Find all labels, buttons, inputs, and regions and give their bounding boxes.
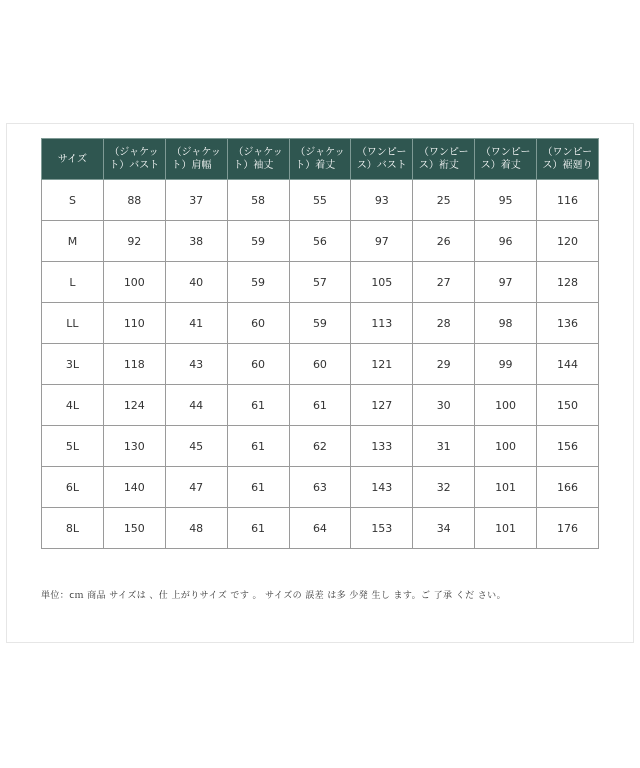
header-jacket-bust: （ジャケッ ト）バスト bbox=[103, 139, 165, 180]
measurement-cell: 93 bbox=[351, 180, 413, 221]
measurement-cell: 30 bbox=[413, 385, 475, 426]
measurement-cell: 43 bbox=[165, 344, 227, 385]
measurement-cell: 44 bbox=[165, 385, 227, 426]
measurement-cell: 144 bbox=[537, 344, 599, 385]
header-jacket-length: （ジャケッ ト）着丈 bbox=[289, 139, 351, 180]
measurement-cell: 58 bbox=[227, 180, 289, 221]
size-table bbox=[41, 138, 599, 549]
measurement-cell: 116 bbox=[537, 180, 599, 221]
measurement-cell: 120 bbox=[537, 221, 599, 262]
measurement-cell: 99 bbox=[475, 344, 537, 385]
measurement-cell: 100 bbox=[475, 385, 537, 426]
size-label-cell: S bbox=[42, 180, 104, 221]
measurement-cell: 37 bbox=[165, 180, 227, 221]
measurement-cell: 97 bbox=[351, 221, 413, 262]
measurement-cell: 48 bbox=[165, 508, 227, 549]
measurement-cell: 34 bbox=[413, 508, 475, 549]
size-label-cell: M bbox=[42, 221, 104, 262]
measurement-cell: 95 bbox=[475, 180, 537, 221]
measurement-cell: 124 bbox=[103, 385, 165, 426]
measurement-cell: 150 bbox=[537, 385, 599, 426]
measurement-cell: 61 bbox=[227, 426, 289, 467]
measurement-cell: 105 bbox=[351, 262, 413, 303]
measurement-cell: 100 bbox=[475, 426, 537, 467]
measurement-cell: 25 bbox=[413, 180, 475, 221]
header-jacket-sleeve: （ジャケッ ト）袖丈 bbox=[227, 139, 289, 180]
measurement-cell: 40 bbox=[165, 262, 227, 303]
measurement-cell: 133 bbox=[351, 426, 413, 467]
measurement-cell: 96 bbox=[475, 221, 537, 262]
measurement-cell: 41 bbox=[165, 303, 227, 344]
header-dress-yuki: （ワンピー ス）裄丈 bbox=[413, 139, 475, 180]
measurement-cell: 28 bbox=[413, 303, 475, 344]
measurement-cell: 64 bbox=[289, 508, 351, 549]
measurement-cell: 59 bbox=[289, 303, 351, 344]
header-size: サイズ bbox=[42, 139, 104, 180]
measurement-cell: 176 bbox=[537, 508, 599, 549]
measurement-cell: 27 bbox=[413, 262, 475, 303]
measurement-cell: 60 bbox=[289, 344, 351, 385]
header-dress-length: （ワンピー ス）着丈 bbox=[475, 139, 537, 180]
measurement-cell: 113 bbox=[351, 303, 413, 344]
measurement-cell: 153 bbox=[351, 508, 413, 549]
measurement-cell: 57 bbox=[289, 262, 351, 303]
measurement-cell: 101 bbox=[475, 467, 537, 508]
measurement-cell: 59 bbox=[227, 221, 289, 262]
measurement-cell: 31 bbox=[413, 426, 475, 467]
table-row bbox=[42, 221, 599, 262]
size-label-cell: 6L bbox=[42, 467, 104, 508]
table-row bbox=[42, 262, 599, 303]
table-row bbox=[42, 467, 599, 508]
measurement-cell: 47 bbox=[165, 467, 227, 508]
measurement-cell: 60 bbox=[227, 344, 289, 385]
table-row bbox=[42, 508, 599, 549]
header-jacket-shoulder: （ジャケッ ト）肩幅 bbox=[165, 139, 227, 180]
measurement-cell: 61 bbox=[227, 508, 289, 549]
header-dress-bust: （ワンピー ス）バスト bbox=[351, 139, 413, 180]
measurement-cell: 62 bbox=[289, 426, 351, 467]
table-row bbox=[42, 303, 599, 344]
measurement-cell: 56 bbox=[289, 221, 351, 262]
measurement-cell: 136 bbox=[537, 303, 599, 344]
measurement-cell: 101 bbox=[475, 508, 537, 549]
size-label-cell: L bbox=[42, 262, 104, 303]
measurement-cell: 150 bbox=[103, 508, 165, 549]
measurement-cell: 63 bbox=[289, 467, 351, 508]
measurement-cell: 143 bbox=[351, 467, 413, 508]
measurement-cell: 100 bbox=[103, 262, 165, 303]
measurement-cell: 61 bbox=[227, 385, 289, 426]
header-dress-hem: （ワンピー ス）裾廻り bbox=[537, 139, 599, 180]
measurement-cell: 130 bbox=[103, 426, 165, 467]
table-row bbox=[42, 180, 599, 221]
size-label-cell: 8L bbox=[42, 508, 104, 549]
measurement-cell: 45 bbox=[165, 426, 227, 467]
size-label-cell: 3L bbox=[42, 344, 104, 385]
measurement-cell: 92 bbox=[103, 221, 165, 262]
measurement-cell: 98 bbox=[475, 303, 537, 344]
measurement-cell: 88 bbox=[103, 180, 165, 221]
measurement-cell: 127 bbox=[351, 385, 413, 426]
size-note: 単位：cｍ 商品 サイズは 、仕 上がりサイズ です 。 サイズの 誤差 は多 少発 生し ます。ご 了承 くだ さい。 bbox=[41, 591, 506, 601]
table-row bbox=[42, 344, 599, 385]
measurement-cell: 140 bbox=[103, 467, 165, 508]
table-row bbox=[42, 385, 599, 426]
measurement-cell: 61 bbox=[227, 467, 289, 508]
size-label-cell: 4L bbox=[42, 385, 104, 426]
measurement-cell: 118 bbox=[103, 344, 165, 385]
size-label-cell: 5L bbox=[42, 426, 104, 467]
measurement-cell: 29 bbox=[413, 344, 475, 385]
table-row bbox=[42, 426, 599, 467]
measurement-cell: 128 bbox=[537, 262, 599, 303]
measurement-cell: 59 bbox=[227, 262, 289, 303]
table-header-row bbox=[42, 139, 599, 180]
measurement-cell: 32 bbox=[413, 467, 475, 508]
size-label-cell: LL bbox=[42, 303, 104, 344]
measurement-cell: 156 bbox=[537, 426, 599, 467]
measurement-cell: 166 bbox=[537, 467, 599, 508]
measurement-cell: 38 bbox=[165, 221, 227, 262]
measurement-cell: 121 bbox=[351, 344, 413, 385]
measurement-cell: 110 bbox=[103, 303, 165, 344]
measurement-cell: 26 bbox=[413, 221, 475, 262]
measurement-cell: 55 bbox=[289, 180, 351, 221]
measurement-cell: 60 bbox=[227, 303, 289, 344]
measurement-cell: 61 bbox=[289, 385, 351, 426]
measurement-cell: 97 bbox=[475, 262, 537, 303]
